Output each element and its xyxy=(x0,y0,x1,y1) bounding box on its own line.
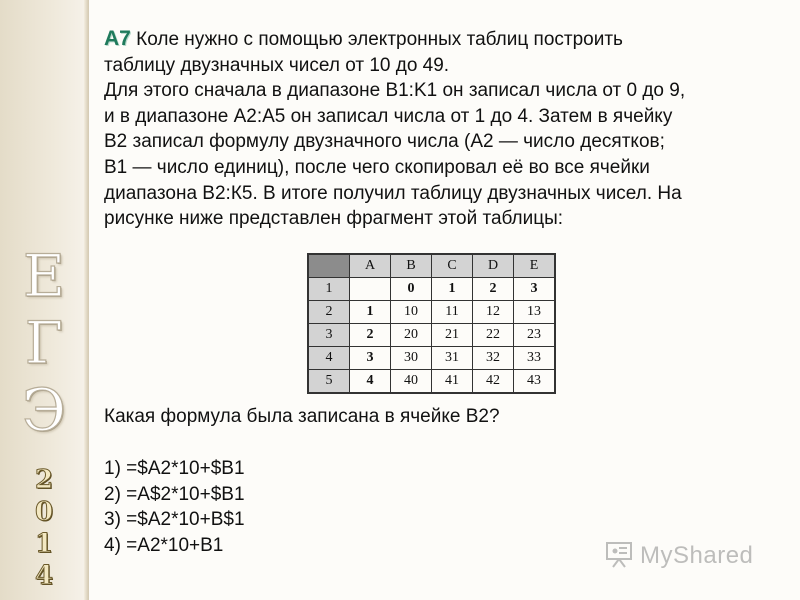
cell xyxy=(350,278,391,301)
answer-option: 3) =$A2*10+B$1 xyxy=(104,509,245,531)
spreadsheet-table xyxy=(307,253,556,394)
sidebar-letter-e: Е xyxy=(22,242,66,310)
cell: 13 xyxy=(514,301,556,324)
task-line xyxy=(104,26,794,53)
table-row xyxy=(308,347,555,370)
task-line: В2 записал формулу двузначного числа (А2 — число десятков; xyxy=(104,131,665,153)
question-number: А7 xyxy=(104,27,131,50)
sidebar-year-digit: 4 xyxy=(34,561,54,591)
cell: 30 xyxy=(391,347,432,370)
answer-option: 1) =$A2*10+$B1 xyxy=(104,458,245,479)
answer-option: 2) =A$2*10+$B1 xyxy=(104,483,245,505)
cell: 22 xyxy=(473,324,514,347)
question-text: Какая формула была записана в ячейке В2? xyxy=(104,406,500,427)
watermark-text: MyShared xyxy=(640,542,754,569)
cell: 31 xyxy=(432,347,473,370)
sidebar-letter-eh: Э xyxy=(21,376,67,444)
task-line: и в диапазоне А2:А5 он записал числа от 1 до 4. Затем в ячейку xyxy=(104,105,673,127)
task-line-text: Коле нужно с помощью электронных таблиц построить xyxy=(130,29,623,50)
row-header: 5 xyxy=(308,370,350,394)
task-line: В1 — число единиц), после чего скопировал её во все ячейки xyxy=(104,156,650,178)
row-header: 1 xyxy=(308,278,350,301)
watermark xyxy=(604,536,764,576)
sidebar-edge xyxy=(84,0,88,600)
answer-option: 4) =A2*10+B1 xyxy=(104,534,224,556)
table-row xyxy=(308,324,555,347)
column-header: C xyxy=(432,254,473,278)
cell: 2 xyxy=(350,324,391,347)
column-header-row xyxy=(308,254,555,278)
task-line: рисунке ниже представлен фрагмент этой таблицы: xyxy=(104,208,564,230)
sidebar-year-digit: 2 xyxy=(34,465,54,495)
cell: 41 xyxy=(432,370,473,394)
task-line: диапазона В2:К5. В итоге получил таблицу двузначных чисел. На xyxy=(104,182,682,204)
spreadsheet-fragment xyxy=(307,253,556,394)
column-header: B xyxy=(391,254,432,278)
cell: 3 xyxy=(350,347,391,370)
cell: 33 xyxy=(514,347,556,370)
cell: 20 xyxy=(391,324,432,347)
table-row xyxy=(308,278,555,301)
table-row xyxy=(308,370,555,394)
row-header: 3 xyxy=(308,324,350,347)
cell: 3 xyxy=(514,278,556,301)
table-row xyxy=(308,301,555,324)
cell: 4 xyxy=(350,370,391,394)
cell: 11 xyxy=(432,301,473,324)
cell: 23 xyxy=(514,324,556,347)
sidebar-letter-g: Г xyxy=(24,309,64,377)
sidebar-year-digit: 0 xyxy=(34,497,54,527)
cell: 40 xyxy=(391,370,432,394)
sidebar-year-digit: 1 xyxy=(34,529,54,559)
column-header: D xyxy=(473,254,514,278)
cell: 1 xyxy=(350,301,391,324)
cell: 2 xyxy=(473,278,514,301)
answer-options xyxy=(104,456,245,558)
task-line: таблицу двузначных чисел от 10 до 49. xyxy=(104,54,450,76)
cell: 32 xyxy=(473,347,514,370)
task-text xyxy=(104,26,794,232)
cell: 21 xyxy=(432,324,473,347)
cell: 0 xyxy=(391,278,432,301)
task-line: Для этого сначала в диапазоне B1:K1 он записал числа от 0 до 9, xyxy=(104,80,686,102)
cell: 42 xyxy=(473,370,514,394)
teacher-board-icon xyxy=(604,539,634,574)
cell: 10 xyxy=(391,301,432,324)
cell: 1 xyxy=(432,278,473,301)
corner-cell xyxy=(308,254,350,278)
column-header: A xyxy=(350,254,391,278)
column-header: E xyxy=(514,254,556,278)
row-header: 2 xyxy=(308,301,350,324)
cell: 43 xyxy=(514,370,556,394)
row-header: 4 xyxy=(308,347,350,370)
cell: 12 xyxy=(473,301,514,324)
sidebar xyxy=(0,0,89,600)
